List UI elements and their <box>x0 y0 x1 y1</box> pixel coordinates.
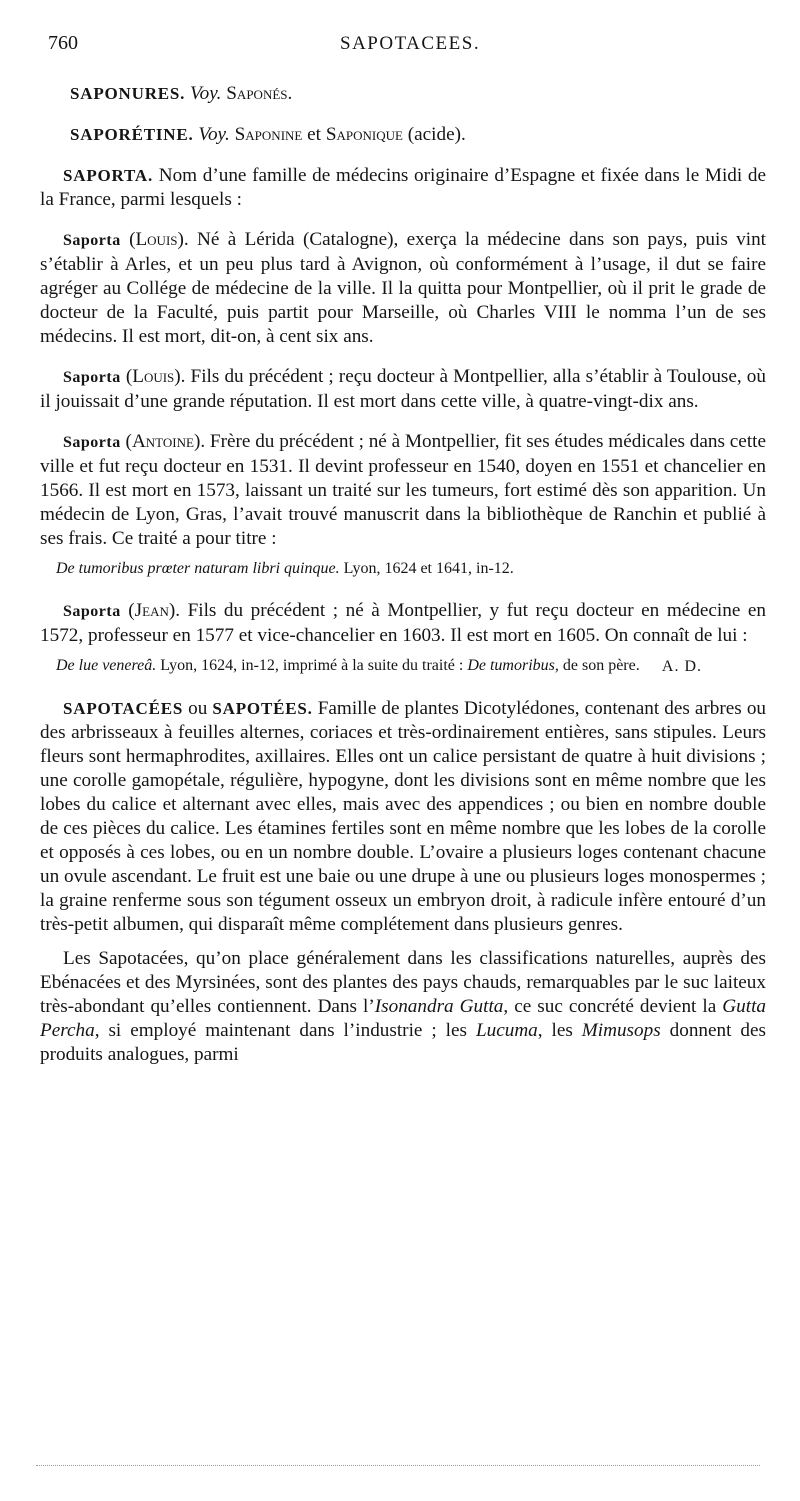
subentry-text: Né à Lérida (Catalogne), exerça la médecine dans son pays, puis vint s’établir à Arles, et un peu plus tard à Avignon, où conformément à l’usage, il dut se faire agréger au Collége de médecine de la ville. Il la quitta pour Montpellier, où il prit le grade de docteur de la Faculté, puis partit pour Marseille, où Charles VIII le nomma l’un de ses médecins. Il est mort, dit-on, à cent six ans. <box>40 229 766 347</box>
subentry-given-name: Antoine <box>131 431 194 452</box>
genus-name: Lucuma <box>475 1020 538 1041</box>
punctuation: . <box>287 83 293 104</box>
subentry-saporta-louis-1: Saporta (Louis). Né à Lérida (Catalogne), exerça la médecine dans son pays, puis vint s’établir à Arles, et un peu plus tard à Avignon, où conformément à l’usage, il dut se faire agréger au Collége de médecine de la ville. Il la quitta pour Montpellier, où il prit le grade de docteur de la Faculté, puis partit pour Marseille, où Charles VIII le nomma l’un de ses médecins. Il est mort, dit-on, à cent six ans. <box>40 229 766 347</box>
subentry-given-name: Louis <box>132 366 175 387</box>
connector-text: ou <box>183 698 213 719</box>
entry-term: SAPORTA. <box>63 166 154 185</box>
subentry-text: Fils du précédent ; né à Montpellier, y fut reçu docteur en médecine en 1572, professeur en 1577 et vice-chancelier en 1603. Il est mort en 1605. On connaît de lui : <box>40 600 766 646</box>
entry-saporta <box>40 164 766 212</box>
entry-sapotacees <box>40 697 766 937</box>
subentry-name: Saporta <box>63 369 121 386</box>
subentry-given-name: Louis <box>135 229 178 250</box>
subentry-name: Saporta <box>63 232 121 249</box>
page-header <box>48 30 760 60</box>
subentry-given-name: Jean <box>134 600 169 621</box>
work-publication: Lyon, 1624, in-12, imprimé à la suite du traité : <box>156 657 468 674</box>
connector-text: et <box>302 124 326 145</box>
entry-term: SAPOTACÉES <box>63 699 184 718</box>
work-reference: De tumoribus, <box>467 657 559 674</box>
subentry-text: Fils du précédent ; reçu docteur à Montpellier, alla s’établir à Toulouse, où il jouissait d’une grande réputation. Il est mort dans cette ville, à quatre-vingt-dix ans. <box>40 366 766 412</box>
cross-reference: Saponique <box>325 124 403 145</box>
subentry-name: Saporta <box>63 434 121 451</box>
entry-text: Nom d’une famille de médecins originaire d’Espagne et fixée dans le Midi de la France, parmi lesquels : <box>40 165 766 210</box>
subentry-saporta-louis-2: Saporta (Louis). Fils du précédent ; reçu docteur à Montpellier, alla s’établir à Toulouse, où il jouissait d’une grande réputation. Il est mort dans cette ville, à quatre-vingt-dix ans. <box>40 366 766 412</box>
qualifier-text: (acide). <box>402 124 466 145</box>
subentry-text: Frère du précédent ; né à Montpellier, fit ses études médicales dans cette ville et fut reçu docteur en 1531. Il devint professeur en 1540, doyen en 1551 et chancelier en 1566. Il est mort en 1573, laissant un traité sur les tumeurs, fort estimé dès son apparition. Un médecin de Lyon, Gras, l’avait trouvé manuscrit dans la bibliothèque de Ranchin et publié à ses frais. Ce traité a pour titre : <box>40 431 766 549</box>
cross-reference: Saponés <box>226 83 288 104</box>
text-run: , ce suc concrété devient la <box>503 996 723 1017</box>
voy-label: Voy. <box>190 83 222 104</box>
bibliography-jean <box>40 656 766 677</box>
genus-name: Mimusops <box>581 1020 661 1041</box>
subentry-saporta-jean: Saporta (Jean). Fils du précédent ; né à Montpellier, y fut reçu docteur en médecine en 1572, professeur en 1577 et vice-chancelier en 1603. Il est mort en 1605. On connaît de lui : <box>40 600 766 646</box>
text-run: donnent des produits analogues, parmi <box>40 1020 766 1065</box>
text-run: , si employé maintenant dans l’industrie ; les <box>94 1020 476 1041</box>
entry-term: SAPORÉTINE. <box>70 125 194 144</box>
text-run: , les <box>537 1020 582 1041</box>
voy-label: Voy. <box>198 124 230 145</box>
running-title: SAPOTACEES. <box>340 33 481 54</box>
work-note: de son père. <box>558 657 640 674</box>
entry-text: Famille de plantes Dicotylédones, contenant des arbres ou des arbrisseaux à feuilles alternes, coriaces et très-ordinairement entières, sans stipules. Leurs fleurs sont hermaphrodites, axillaires. Elles ont un calice persistant de quatre à huit divisions ; une corolle gamopétale, régulière, hypogyne, dont les divisions sont en même nombre que les lobes du calice et alternant avec elles, mais avec des appendices ; ou bien en nombre double de ces pièces du calice. Les étamines fertiles sont en même nombre que les lobes de la corolle et opposés à ces lobes, ou en un nombre double. L’ovaire a plusieurs loges contenant chacune un ovule ascendant. Le fruit est une baie ou une drupe à une ou plusieurs loges monospermes ; la graine renferme sous son tégument osseux un embryon droit, à radicule infère entouré d’un très-petit albumen, qui disparaît même complétement dans plusieurs genres. <box>40 698 767 935</box>
work-publication: Lyon, 1624 et 1641, in-12. <box>339 560 514 577</box>
page-bottom-rule <box>36 1465 760 1466</box>
work-title: De tumoribus prœter naturam libri quinque. <box>56 560 340 577</box>
genus-name: Isonandra Gutta <box>374 996 504 1017</box>
bibliography-antoine <box>40 559 766 579</box>
entry-saporetine <box>40 123 766 147</box>
entry-term: SAPONURES. <box>70 84 186 103</box>
entry-sapotacees-paragraph-2 <box>40 947 766 1067</box>
author-initials: A. D. <box>661 658 702 675</box>
work-title: De lue venereâ. <box>56 657 157 674</box>
page-body <box>40 82 766 1077</box>
subentry-name: Saporta <box>63 603 121 620</box>
subentry-saporta-antoine: Saporta (Antoine). Frère du précédent ; né à Montpellier, fit ses études médicales dans cette ville et fut reçu docteur en 1531. Il devint professeur en 1540, doyen en 1551 et chancelier en 1566. Il est mort en 1573, laissant un traité sur les tumeurs, fort estimé dès son apparition. Un médecin de Lyon, Gras, l’avait trouvé manuscrit dans la bibliothèque de Ranchin et publié à ses frais. Ce traité a pour titre : <box>40 431 766 549</box>
text-run: Les Sapotacées, qu’on place généralement dans les classifications naturelles, auprès des Ebénacées et des Myrsinées, sont des plantes des pays chauds, remarquables par le suc laiteux très-abondant qu’elles contiennent. Dans l’ <box>40 948 766 1017</box>
page-number: 760 <box>48 32 78 54</box>
entry-term-alt: SAPOTÉES. <box>212 699 313 718</box>
product-name: Gutta Percha <box>40 996 766 1041</box>
entry-saponures <box>40 82 766 106</box>
cross-reference: Saponine <box>234 124 303 145</box>
